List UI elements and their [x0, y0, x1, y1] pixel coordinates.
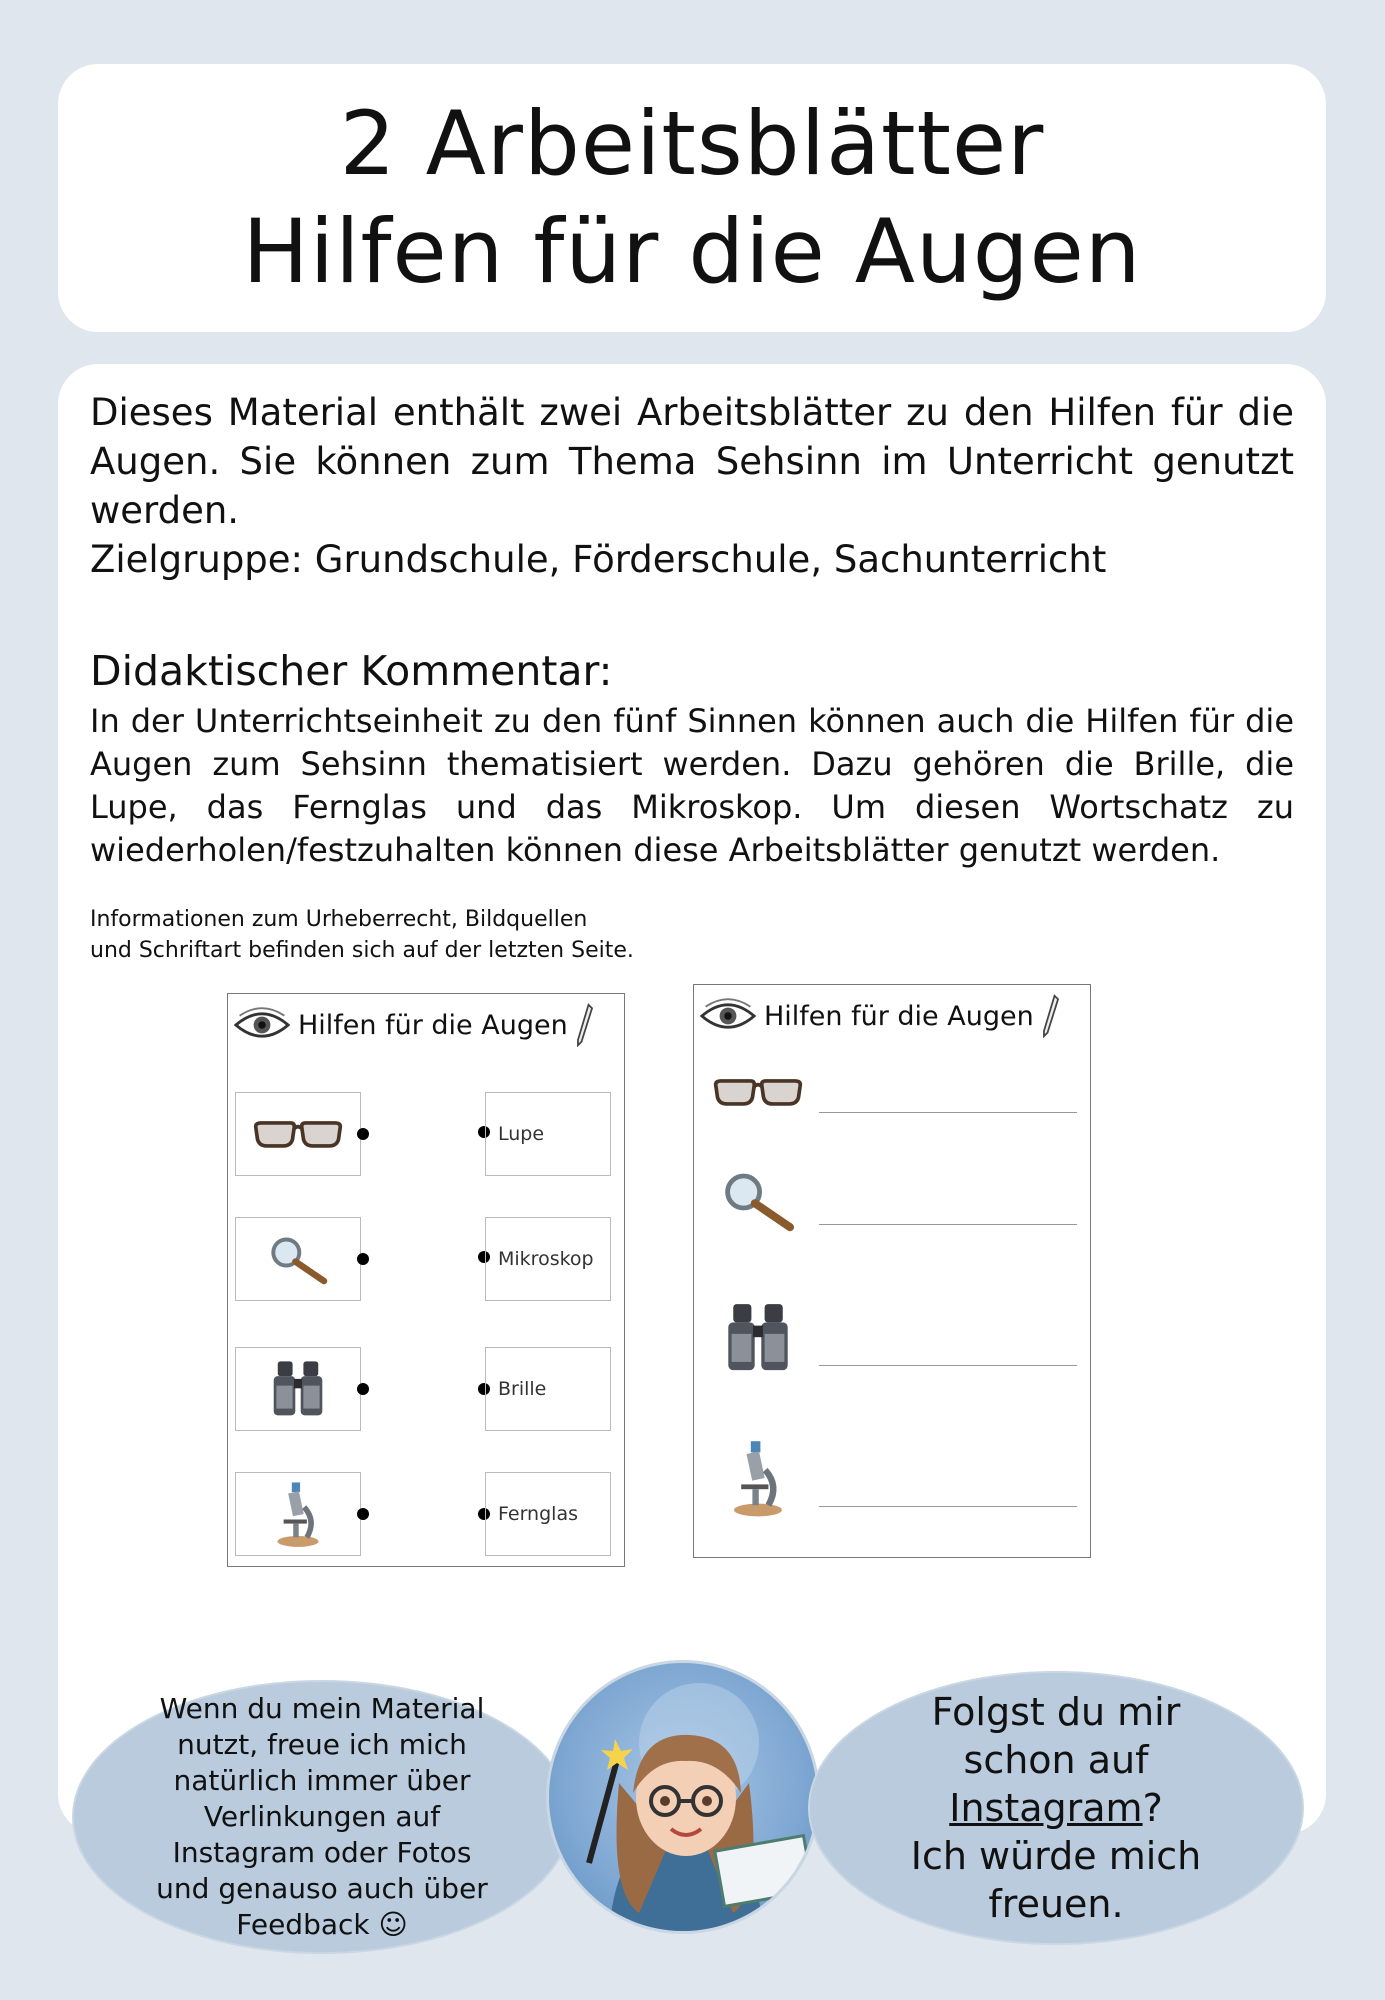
magnifier-icon — [265, 1233, 331, 1285]
copyright-note-line-1: Informationen zum Urheberrecht, Bildquellen — [90, 907, 588, 932]
feedback-line: Wenn du mein Material — [159, 1692, 485, 1725]
magnifier-icon — [717, 1168, 799, 1232]
avatar-illustration — [549, 1663, 820, 1934]
picture-box-glasses — [235, 1092, 361, 1176]
match-dot — [357, 1128, 369, 1140]
picture-binoculars — [708, 1293, 808, 1383]
instagram-line — [911, 1784, 1202, 1832]
instagram-bubble — [808, 1671, 1304, 1945]
copyright-note — [90, 904, 634, 966]
glasses-icon — [252, 1115, 344, 1153]
eye-icon — [234, 1007, 290, 1043]
eye-icon — [700, 998, 756, 1034]
writing-line — [819, 1506, 1077, 1507]
word-box: Fernglas — [485, 1472, 611, 1556]
word-box: Lupe — [485, 1092, 611, 1176]
binoculars-icon — [725, 1300, 791, 1376]
feedback-line: nutzt, freue ich mich — [177, 1728, 467, 1761]
worksheet-preview-writing — [693, 984, 1091, 1558]
microscope-icon — [274, 1478, 322, 1550]
picture-box-binoculars — [235, 1347, 361, 1431]
sheet-header — [700, 991, 1062, 1041]
writing-line — [819, 1112, 1077, 1113]
picture-magnifier — [708, 1155, 808, 1245]
instagram-link[interactable]: Instagram — [949, 1786, 1143, 1830]
instagram-link-suffix: ? — [1142, 1786, 1163, 1830]
picture-microscope — [708, 1433, 808, 1523]
word-box: Brille — [485, 1347, 611, 1431]
feedback-line: Feedback ☺ — [236, 1908, 408, 1941]
target-group: Zielgruppe: Grundschule, Förderschule, Sachunterricht — [90, 538, 1107, 581]
feedback-line: Verlinkungen auf — [203, 1800, 441, 1833]
microscope-icon — [730, 1435, 786, 1521]
instagram-line: Folgst du mir — [931, 1690, 1181, 1734]
writing-line — [819, 1365, 1077, 1366]
binoculars-icon — [271, 1358, 325, 1420]
picture-box-magnifier — [235, 1217, 361, 1301]
didaktik-heading: Didaktischer Kommentar: — [90, 647, 613, 695]
feedback-line: und genauso auch über — [156, 1872, 488, 1905]
feedback-line: natürlich immer über — [173, 1764, 471, 1797]
match-dot — [357, 1383, 369, 1395]
intro — [90, 388, 1294, 584]
word-box: Mikroskop — [485, 1217, 611, 1301]
writing-line — [819, 1224, 1077, 1225]
didaktik-body: In der Unterrichtseinheit zu den fünf Sinnen können auch die Hilfen für die Augen zum Sehsinn thematisiert werden. Dazu gehören die Brille, die Lupe, das Fernglas und das Mikroskop. Um diesen Wortschatz zu wiederholen/festzuhalten können diese Arbeitsblätter genutzt werden. — [90, 702, 1294, 869]
sheet-title: Hilfen für die Augen — [298, 1009, 568, 1041]
copyright-note-line-2: und Schriftart befinden sich auf der letzten Seite. — [90, 938, 634, 963]
title-line-1: 2 Arbeitsblätter — [339, 92, 1045, 195]
feedback-line: Instagram oder Fotos — [172, 1836, 472, 1869]
worksheet-preview-matching — [227, 993, 625, 1567]
title-card — [58, 64, 1326, 332]
sheet-title: Hilfen für die Augen — [764, 1000, 1034, 1032]
intro-text: Dieses Material enthält zwei Arbeitsblätter zu den Hilfen für die Augen. Sie können zum Thema Sehsinn im Unterricht genutzt werden. — [90, 391, 1294, 532]
match-dot — [357, 1508, 369, 1520]
match-dot — [357, 1253, 369, 1265]
picture-box-microscope — [235, 1472, 361, 1556]
main-card — [58, 364, 1326, 1834]
instagram-line: freuen. — [988, 1882, 1124, 1926]
title-line-2: Hilfen für die Augen — [242, 200, 1142, 303]
instagram-line: schon auf — [963, 1738, 1149, 1782]
sheet-header — [234, 1000, 596, 1050]
pencil-icon — [574, 1003, 596, 1047]
author-avatar — [546, 1660, 820, 1934]
pencil-icon — [1040, 994, 1062, 1038]
glasses-icon — [712, 1073, 804, 1111]
instagram-line: Ich würde mich — [910, 1834, 1202, 1878]
picture-glasses — [708, 1047, 808, 1137]
feedback-bubble — [72, 1680, 572, 1954]
